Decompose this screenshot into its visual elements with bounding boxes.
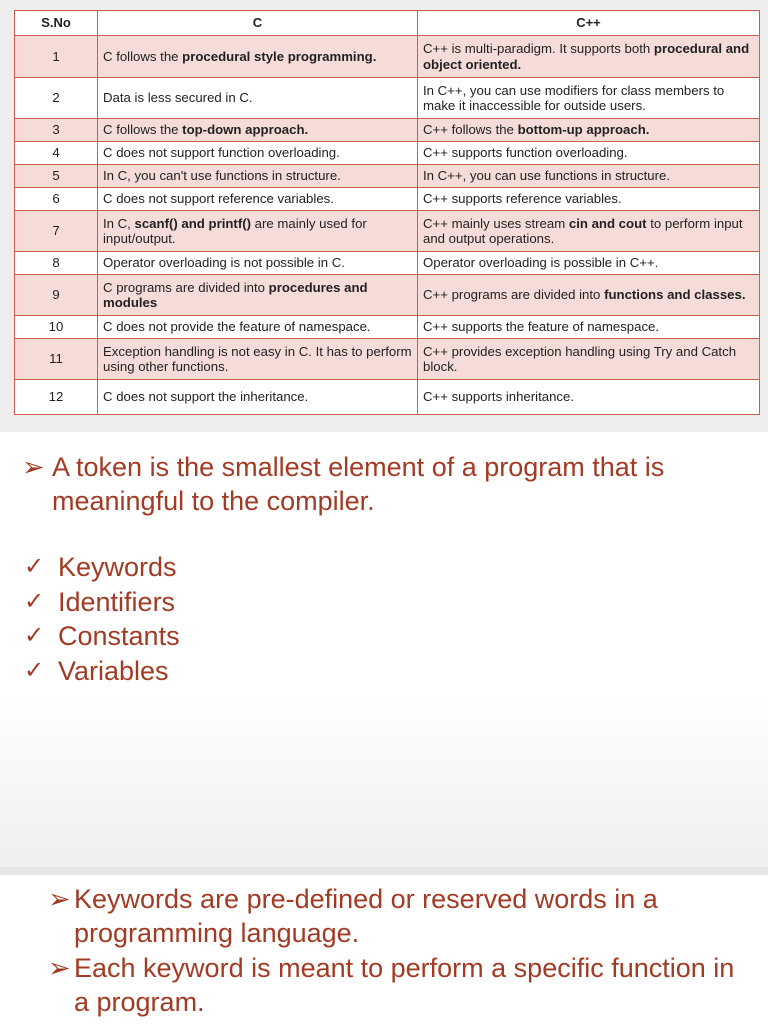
bold-text: procedures and modules (103, 279, 368, 310)
bold-text: scanf() and printf() (134, 215, 251, 231)
bold-text: top-down approach. (182, 122, 309, 138)
cell-sno: 2 (15, 78, 98, 119)
cell-c (98, 275, 418, 316)
cell-text: C programs are divided into (103, 279, 269, 295)
cell-text: Data is less secured in C. (103, 90, 253, 106)
cell-sno: 11 (15, 339, 98, 380)
list-item: ✓ Keywords (24, 550, 180, 585)
cell-text: to perform input and output operations. (423, 215, 743, 246)
header-cpp: C++ (418, 11, 760, 36)
keywords-purpose (48, 951, 748, 1019)
cell-sno: 3 (15, 119, 98, 142)
cell-text: C++ supports the feature of namespace. (423, 319, 660, 335)
cell-text: C does not provide the feature of namespace. (103, 319, 371, 335)
comparison-table-panel (0, 0, 768, 432)
table-row (15, 380, 760, 415)
cell-text: C does not support reference variables. (103, 191, 334, 207)
cell-cpp (418, 275, 760, 316)
slide-divider (0, 867, 768, 875)
cell-c (98, 36, 418, 78)
table-row (15, 316, 760, 339)
table-row (15, 275, 760, 316)
cell-c (98, 211, 418, 252)
cell-c (98, 380, 418, 415)
arrow-bullet-icon: ➢ (48, 884, 71, 914)
bold-text: procedural style programming. (182, 48, 377, 64)
cell-text: C follows the (103, 48, 183, 64)
cell-cpp (418, 252, 760, 275)
cell-text: In C, you can't use functions in structure. (103, 168, 341, 184)
arrow-bullet-icon: ➢ (22, 452, 45, 482)
token-definition-text: A token is the smallest element of a program that is meaningful to the compiler. (52, 452, 665, 516)
cell-text: C++ programs are divided into (423, 287, 605, 303)
arrow-bullet-icon: ➢ (48, 953, 71, 983)
table-row (15, 165, 760, 188)
cell-sno: 9 (15, 275, 98, 316)
cell-text: In C++, you can use functions in structure. (423, 168, 671, 184)
list-item: ✓ Identifiers (24, 585, 180, 620)
cell-sno: 4 (15, 142, 98, 165)
cell-sno: 1 (15, 36, 98, 78)
bold-text: procedural and object oriented. (423, 41, 750, 72)
keywords-slide (0, 875, 768, 1024)
cell-sno: 7 (15, 211, 98, 252)
cell-cpp (418, 142, 760, 165)
cell-sno: 10 (15, 316, 98, 339)
cell-sno: 8 (15, 252, 98, 275)
table-row (15, 36, 760, 78)
cell-c (98, 142, 418, 165)
cell-text: C++ supports function overloading. (423, 145, 628, 161)
checkmark-icon: ✓ (24, 622, 45, 649)
cell-cpp (418, 339, 760, 380)
header-c: C (98, 11, 418, 36)
cell-sno: 5 (15, 165, 98, 188)
cell-text: In C++, you can use modifiers for class members to make it inaccessible for outside users. (423, 82, 725, 113)
cell-text: C follows the (103, 122, 183, 138)
cell-text: C does not support function overloading. (103, 145, 340, 161)
cell-text: C++ mainly uses stream (423, 215, 569, 231)
keywords-definition (48, 882, 748, 950)
tokens-slide (0, 432, 768, 867)
table-row (15, 78, 760, 119)
table-header-row (15, 11, 760, 36)
cell-cpp (418, 78, 760, 119)
cell-text: C++ supports reference variables. (423, 191, 622, 207)
keywords-definition-text: Keywords are pre-defined or reserved words in a programming language. (74, 884, 658, 948)
cell-cpp (418, 211, 760, 252)
cell-c (98, 188, 418, 211)
table-row (15, 252, 760, 275)
token-definition (22, 450, 742, 518)
table-row (15, 188, 760, 211)
checkmark-icon: ✓ (24, 656, 45, 684)
cell-cpp (418, 36, 760, 78)
cell-text: are mainly used for input/output. (103, 215, 367, 246)
table-row (15, 142, 760, 165)
cell-text: C does not support the inheritance. (103, 389, 309, 405)
cell-text: C++ provides exception handling using Try and Catch block. (423, 343, 737, 374)
cell-cpp (418, 316, 760, 339)
cell-c (98, 339, 418, 380)
table-row (15, 119, 760, 142)
cell-text: Operator overloading is not possible in C. (103, 255, 345, 271)
cell-text: C++ supports inheritance. (423, 389, 575, 405)
token-types-list (24, 550, 180, 688)
cell-sno: 6 (15, 188, 98, 211)
comparison-table (14, 10, 760, 415)
cell-c (98, 165, 418, 188)
cell-text: Operator overloading is possible in C++. (423, 255, 659, 271)
cell-cpp (418, 119, 760, 142)
cell-sno: 12 (15, 380, 98, 415)
cell-text: In C, (103, 215, 135, 231)
bold-text: functions and classes. (604, 287, 746, 303)
header-sno: S.No (15, 11, 98, 36)
bold-text: bottom-up approach. (517, 122, 650, 138)
list-item: ✓ Constants (24, 619, 180, 654)
cell-c (98, 252, 418, 275)
keywords-purpose-text: Each keyword is meant to perform a specific function in a program. (74, 953, 735, 1017)
cell-c (98, 316, 418, 339)
table-row (15, 339, 760, 380)
cell-text: C++ follows the (423, 122, 518, 138)
cell-text: Exception handling is not easy in C. It has to perform using other functions. (103, 343, 412, 374)
cell-cpp (418, 165, 760, 188)
table-row (15, 211, 760, 252)
cell-cpp (418, 188, 760, 211)
cell-cpp (418, 380, 760, 415)
table-body (15, 36, 760, 415)
list-item: ✓ Variables (24, 654, 180, 689)
cell-c (98, 119, 418, 142)
cell-c (98, 78, 418, 119)
cell-text: C++ is multi-paradigm. It supports both (423, 41, 654, 56)
checkmark-icon: ✓ (24, 553, 45, 580)
checkmark-icon: ✓ (24, 587, 45, 615)
bold-text: cin and cout (568, 215, 647, 231)
